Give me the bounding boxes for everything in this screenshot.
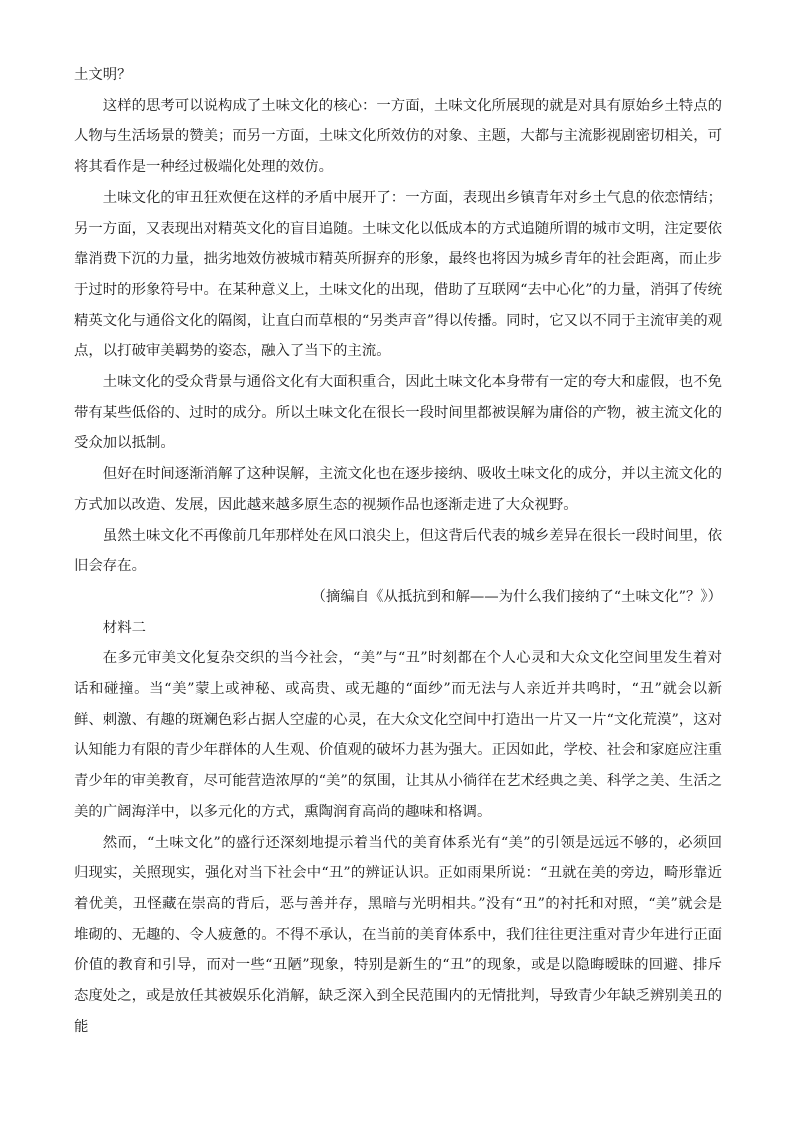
document-page (74, 60, 722, 1043)
paragraph: 这样的思考可以说构成了土味文化的核心：一方面，土味文化所展现的就是对具有原始乡土特点的人物与生活场景的赞美；而另一方面，土味文化所效仿的对象、主题，大都与主流影视剧密切相关，可将其看作是一种经过极端化处理的效仿。 (74, 97, 722, 176)
paragraph: 然而，“土味文化”的盛行还深刻地提示着当代的美育体系光有“美”的引领是远远不够的，必须回归现实，关照现实，强化对当下社会中“丑”的辨证认识。正如雨果所说：“丑就在美的旁边，畸形靠近着优美，丑怪藏在崇高的背后，恶与善并存，黑暗与光明相共。”没有“丑”的衬托和对照，“美”就会是堆砌的、无趣的、令人疲惫的。不得不承认，在当前的美育体系中，我们往往更注重对青少年进行正面价值的教育和引导，而对一些“丑陋”现象，特别是新生的“丑”的现象，或是以隐晦暧昧的回避、排斥态度处之，或是放任其被娱乐化消解，缺乏深入到全民范围内的无情批判，导致青少年缺乏辨别美丑的能 (74, 834, 722, 1035)
paragraph-continuation: 土文明？ (74, 67, 132, 83)
paragraph: 虽然土味文化不再像前几年那样处在风口浪尖上，但这背后代表的城乡差异在很长一段时间里，依旧会存在。 (74, 527, 722, 575)
source-citation: （摘编自《从抵抗到和解——为什么我们接纳了“土味文化”？》） (311, 588, 722, 605)
paragraph: 土味文化的受众背景与通俗文化有大面积重合，因此土味文化本身带有一定的夸大和虚假，也不免带有某些低俗的、过时的成分。所以土味文化在很长一段时间里都被误解为庸俗的产物，被主流文化的受众加以抵制。 (74, 374, 722, 452)
paragraph: 但好在时间逐渐消解了这种误解，主流文化也在逐步接纳、吸收土味文化的成分，并以主流文化的方式加以改造、发展，因此越来越多原生态的视频作品也逐渐走进了大众视野。 (74, 466, 722, 513)
section-title: 材料二 (102, 619, 146, 636)
paragraph: 土味文化的审丑狂欢便在这样的矛盾中展开了：一方面，表现出乡镇青年对乡土气息的依恋情结；另一方面，又表现出对精英文化的盲目追随。土味文化以低成本的方式追随所谓的城市文明，注定要依靠消费下沉的力量，拙劣地效仿被城市精英所摒弃的形象，最终也将因为城乡青年的社会距离，而止步于过时的形象符号中。在某种意义上，土味文化的出现，借助了互联网“去中心化”的力量，消弭了传统精英文化与通俗文化的隔阂，让直白而草根的“另类声音”得以传播。同时，它又以不同于主流审美的观点，以打破审美羁势的姿态，融入了当下的主流。 (74, 189, 722, 360)
paragraph: 在多元审美文化复杂交织的当今社会，“美”与“丑”时刻都在个人心灵和大众文化空间里发生着对话和碰撞。当“美”蒙上或神秘、或高贵、或无趣的“面纱”而无法与人亲近并共鸣时，“丑”就会以新鲜、刺激、有趣的斑斓色彩占据人空虚的心灵，在大众文化空间中打造出一片又一片“文化荒漠”，这对认知能力有限的青少年群体的人生观、价值观的破坏力甚为强大。正因如此，学校、社会和家庭应注重青少年的审美教育，尽可能营造浓厚的“美”的氛围，让其从小徜徉在艺术经典之美、科学之美、生活之美的广阔海洋中，以多元化的方式，熏陶润育高尚的趣味和格调。 (74, 650, 722, 820)
